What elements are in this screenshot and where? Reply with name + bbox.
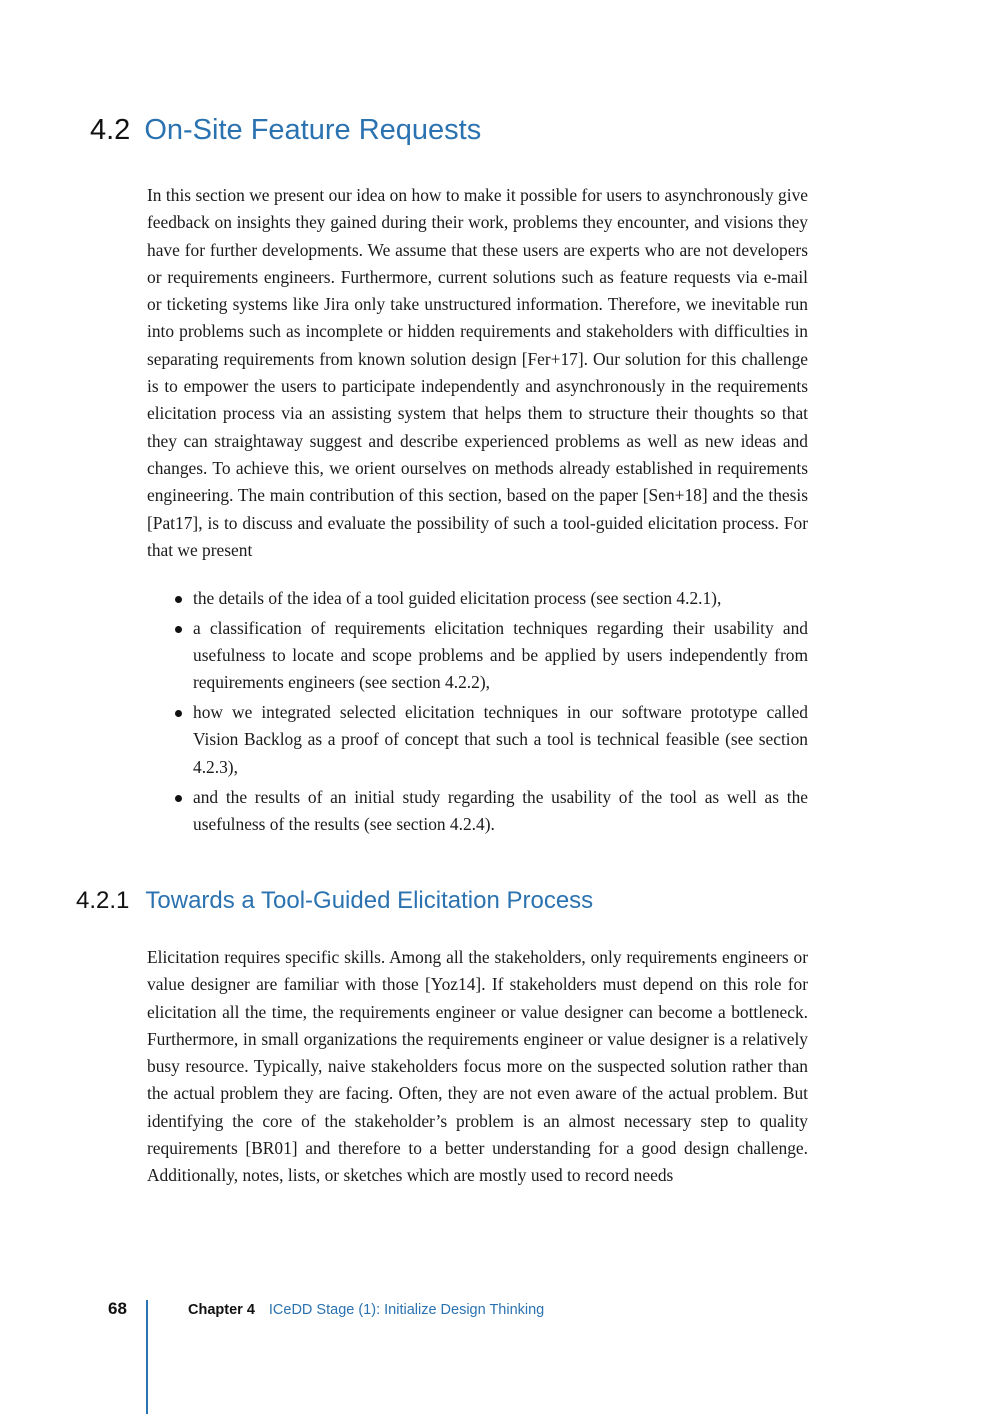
chapter-title: ICeDD Stage (1): Initialize Design Thinking (268, 1302, 545, 1318)
list-item (147, 784, 808, 839)
subsection-heading (76, 884, 593, 918)
chapter-label: Chapter 4 (188, 1302, 255, 1318)
subsection-title: Towards a Tool-Guided Elicitation Process (145, 887, 594, 914)
intro-paragraph: In this section we present our idea on how to make it possible for users to asynchronously give feedback on insights they gained during their work, problems they encounter, and visions they have for further developments. We assume that these users are experts who are not developers or requirements engineers. Furthermore, current solutions such as feature requests via e-mail or ticketing systems like Jira only take unstructured information. Therefore, we inevitable run into problems such as incomplete or hidden requirements and stakeholders with difficulties in separating requirements from known solution design [Fer+17]. Our solution for this challenge is to empower the users to participate independently and asynchronously in the requirements elicitation process via an assisting system that helps them to structure their thoughts so that they can straightaway suggest and describe experienced problems as well as new ideas and changes. To achieve this, we orient ourselves on methods already established in requirements engineering. The main contribution of this section, based on the paper [Sen+18] and the thesis [Pat17], is to discuss and evaluate the possibility of such a tool-guided elicitation process. For that we present (147, 185, 808, 560)
section-title: On-Site Feature Requests (144, 114, 482, 146)
list-item-text: a classification of requirements elicitation techniques regarding their usability and usefulness to locate and scope problems and be applied by users independently from requirements engineers (see section 4.2.2), (193, 617, 808, 693)
bullet-icon (175, 596, 182, 603)
list-item-text: the details of the idea of a tool guided elicitation process (see section 4.2.1), (193, 588, 722, 608)
footer-divider (146, 1300, 148, 1414)
bullet-icon (175, 626, 182, 633)
contribution-list (147, 585, 808, 841)
subsection-number: 4.2.1 (76, 887, 130, 914)
bullet-icon (175, 710, 182, 717)
list-item (147, 615, 808, 697)
list-item-text: how we integrated selected elicitation techniques in our software prototype called Vision Backlog as a proof of concept that such a tool is technical feasible (see section 4.2.3), (193, 702, 808, 777)
list-item-text: and the results of an initial study regarding the usability of the tool as well as the usefulness of the results (see section 4.2.4). (193, 786, 808, 834)
list-item (147, 585, 808, 612)
subsection-paragraph: Elicitation requires specific skills. Among all the stakeholders, only requirements engineers or value designer are familiar with those [Yoz14]. If stakeholders must depend on this role for elicitation all the time, the requirements engineer or value designer can become a bottleneck. Furthermore, in small organizations the requirements engineer or value designer is a relatively busy resource. Typically, naive stakeholders focus more on the suspected solution rather than the actual problem they are facing. Often, they are not even aware of the actual problem. But identifying the core of the stakeholder’s problem is an almost necessary step to quality requirements [BR01] and therefore to a better understanding for a good design challenge. Additionally, notes, lists, or sketches which are mostly used to record needs (147, 947, 808, 1186)
page-number: 68 (108, 1299, 127, 1318)
section-heading (90, 110, 481, 150)
list-item (147, 699, 808, 781)
bullet-icon (175, 795, 182, 802)
section-number: 4.2 (90, 114, 131, 146)
running-footer (188, 1302, 544, 1318)
